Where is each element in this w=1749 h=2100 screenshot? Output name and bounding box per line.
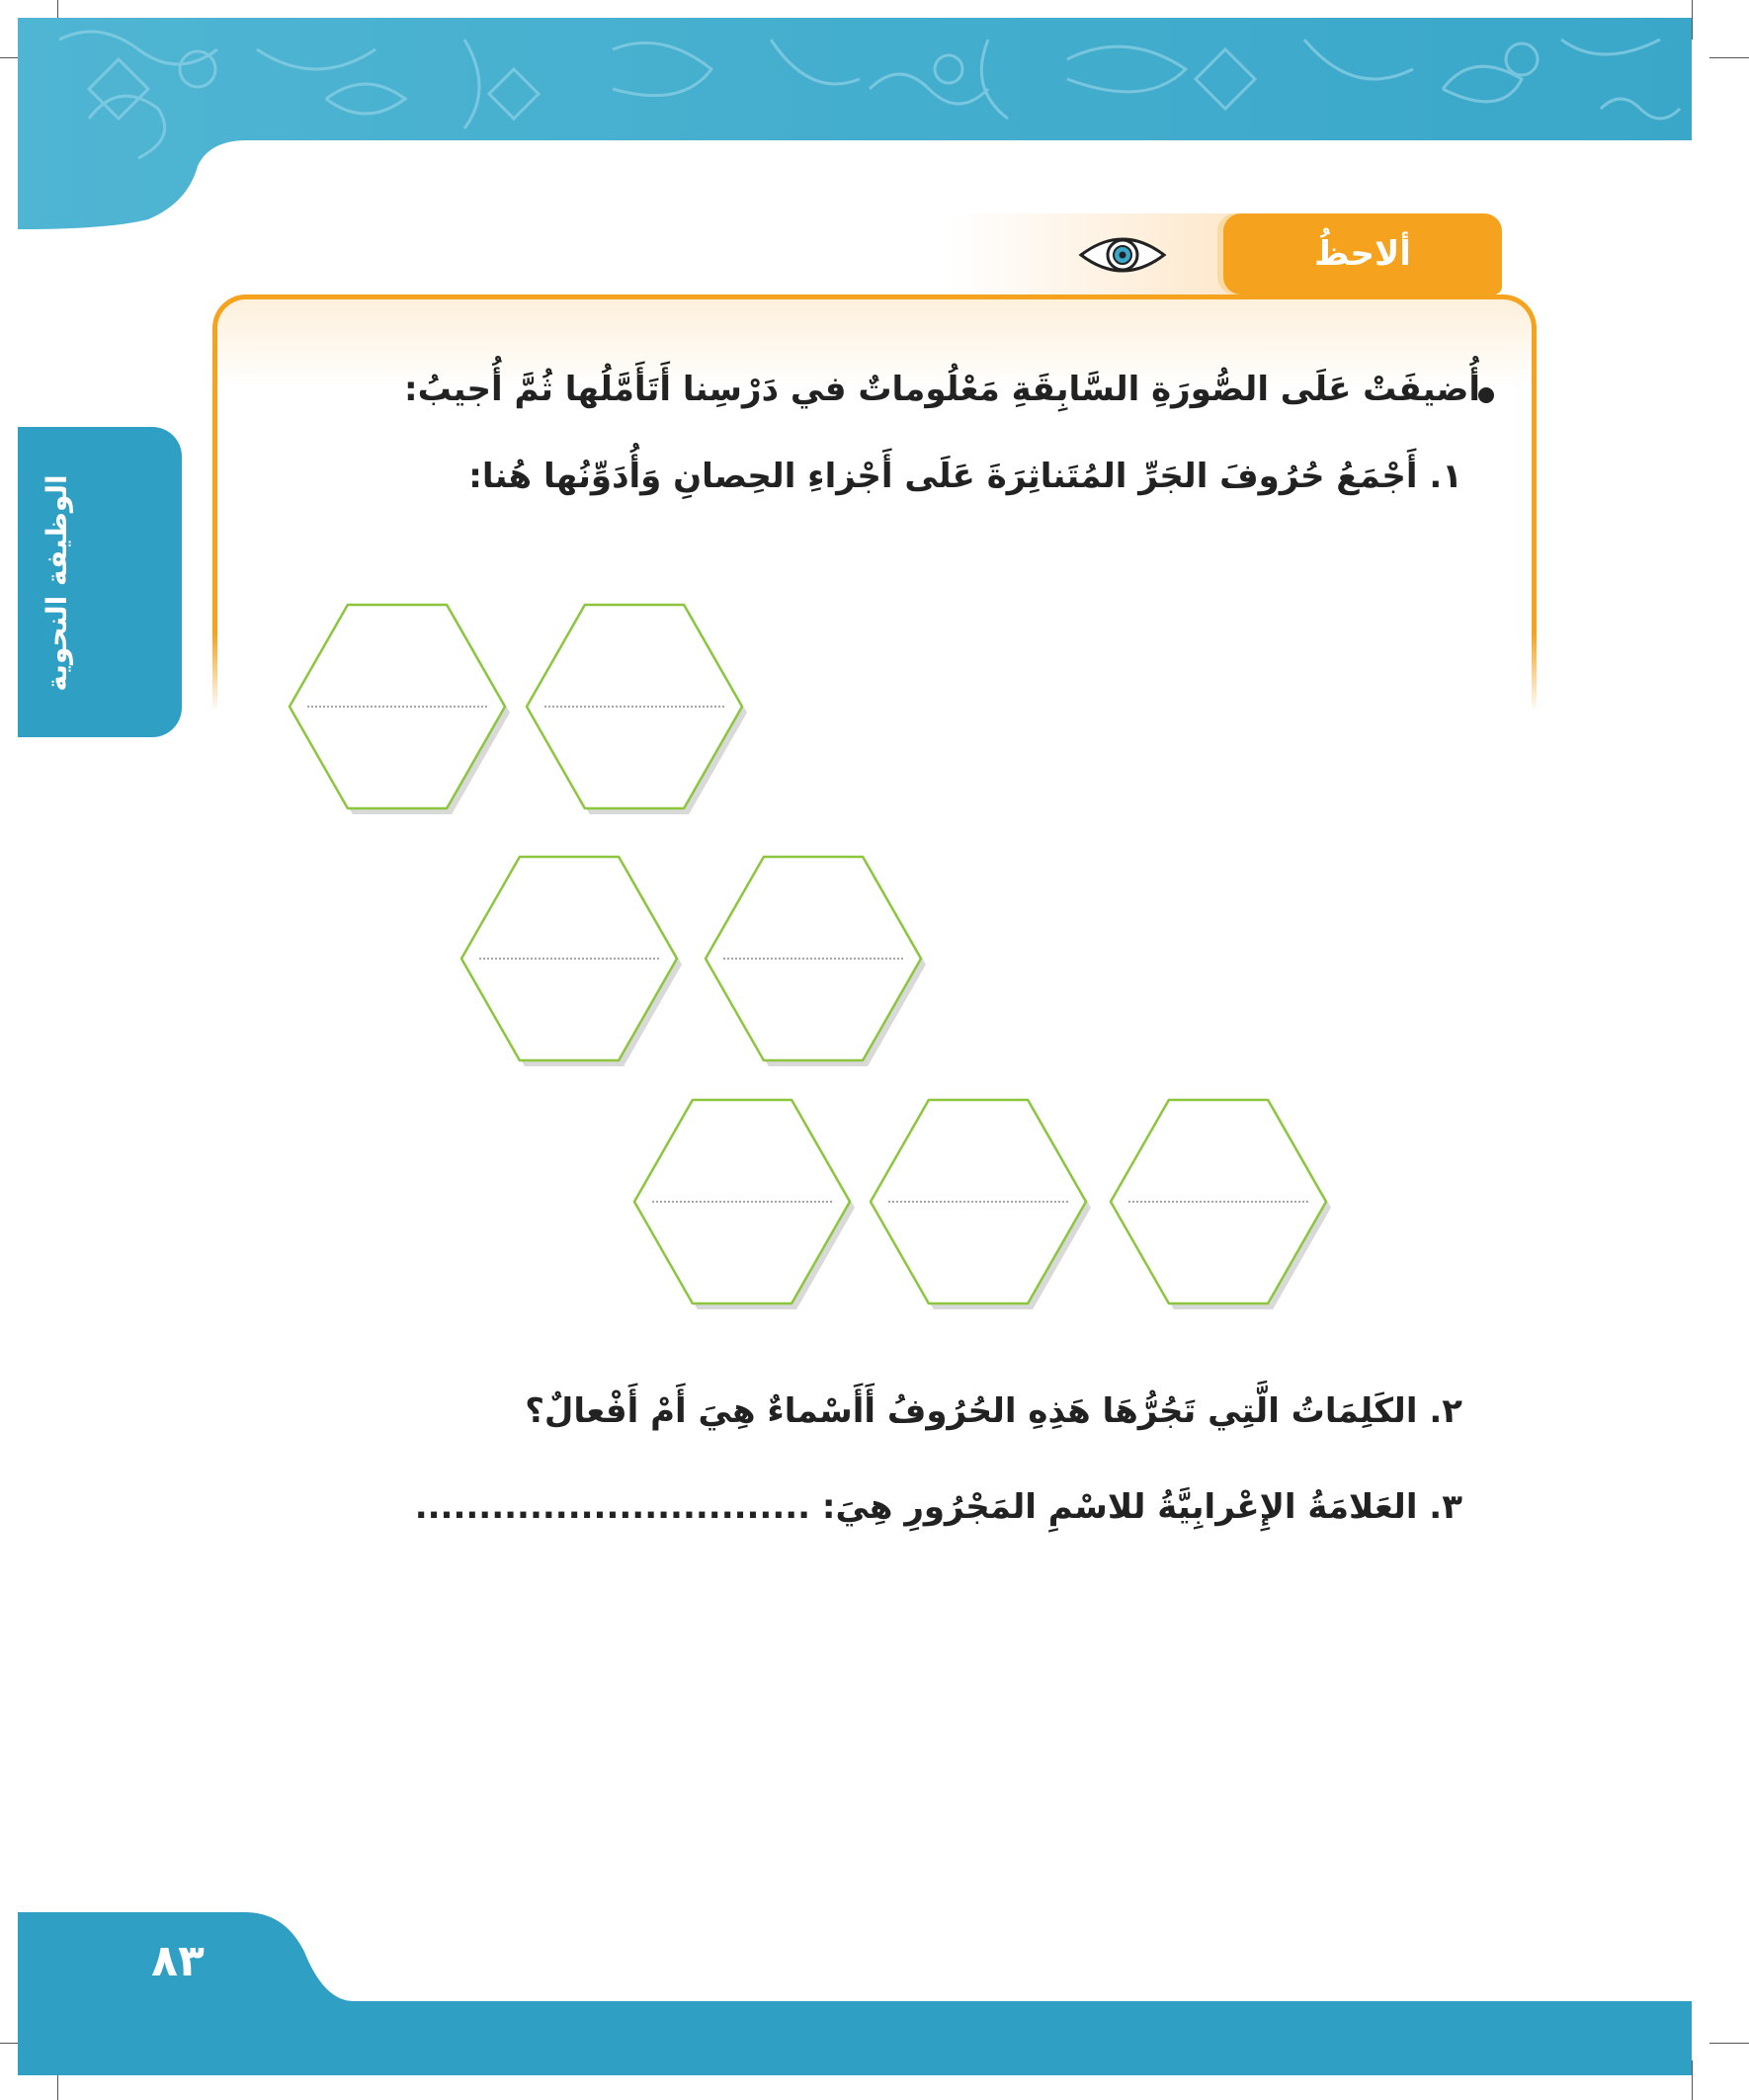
question-1: ١. أَجْمَعُ حُرُوفَ الجَرِّ المُتَناثِرَةَ عَلَى أَجْزاءِ الحِصانِ وَأُدَوِّنُها هُنا: (468, 457, 1462, 496)
hexagon-answer-box[interactable] (461, 857, 682, 1066)
hexagon-answer-box[interactable] (1111, 1100, 1331, 1309)
hexagon-answer-box[interactable] (634, 1100, 855, 1309)
bottom-bar (18, 2001, 1692, 2075)
page-number: ٨٣ (151, 1936, 205, 1986)
hexagon-answer-box[interactable] (706, 857, 926, 1066)
question-3: ٣. العَلامَةُ الإِعْرابِيَّةُ للاسْمِ المَجْرُورِ هِيَ: ............................... (414, 1487, 1462, 1527)
observe-title: ألاحظُ (1314, 234, 1411, 274)
hexagon-answer-box[interactable] (527, 605, 747, 814)
hexagon-answer-box[interactable] (871, 1100, 1091, 1309)
observe-intro: أُضيفَتْ عَلَى الصُّورَةِ السَّابِقَةِ مَعْلُوماتٌ في دَرْسِنا أَتَأَمَّلُها ثُمَّ أُجيبُ: (404, 370, 1480, 409)
question-2: ٢. الكَلِمَاتُ الَّتِي تَجُرُّهَا هَذِهِ الحُرُوفُ أَأَسْماءٌ هِيَ أَمْ أَفْعالٌ؟ (525, 1391, 1462, 1431)
side-tab-label: الوظيفة النحوية (41, 474, 73, 692)
hexagon-answer-box[interactable] (290, 605, 510, 814)
